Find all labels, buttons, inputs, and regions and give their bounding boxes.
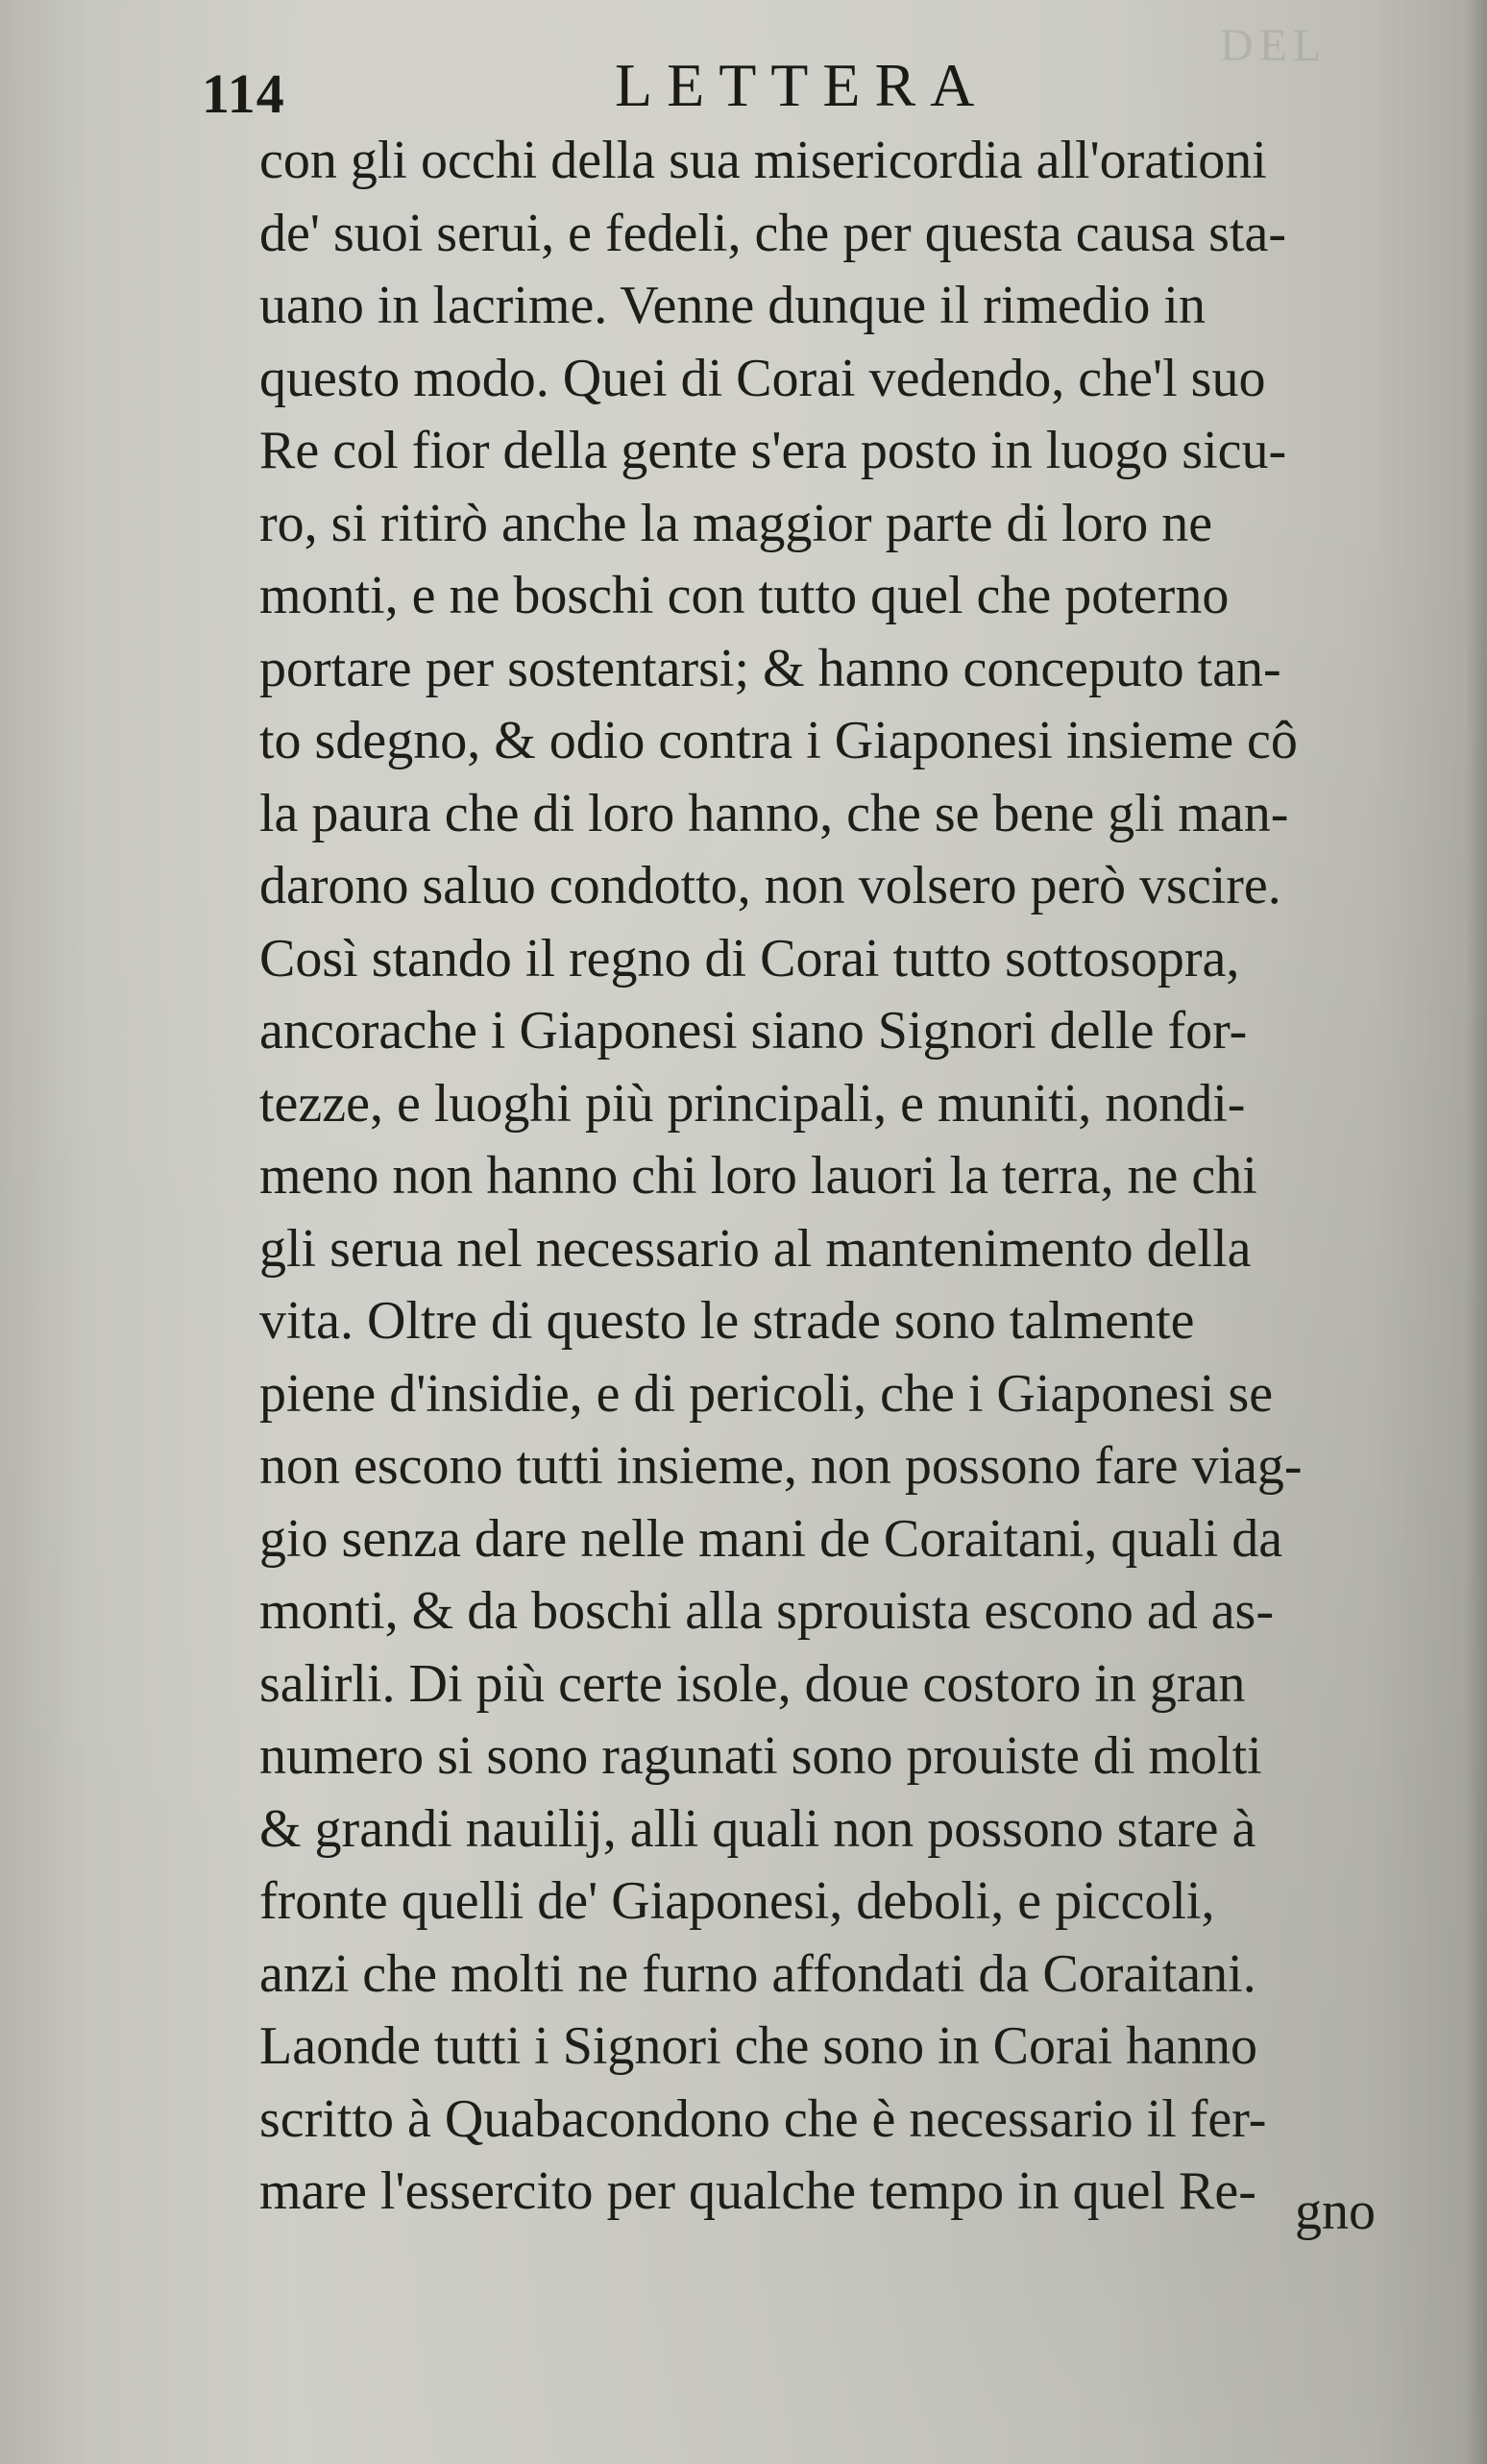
text-line: Laonde tutti i Signori che sono in Corai hanno [259,2016,1257,2076]
text-line: gio senza dare nelle mani de Coraitani, quali da [259,1508,1283,1569]
text-line: scritto à Quabacondono che è necessario il fer- [259,2088,1267,2149]
running-head [202,40,1162,127]
text-line: piene d'insidie, e di pericoli, che i Giaponesi se [259,1363,1274,1424]
facing-page-bleed-through: DEL [1220,20,1328,71]
text-line: la paura che di loro hanno, che se bene gli man- [259,783,1289,843]
text-line: monti, e ne boschi con tutto quel che poterno [259,566,1230,625]
text-line: Così stando il regno di Corai tutto sottosopra, [259,928,1240,988]
text-line: non escono tutti insieme, non possono fare viag- [259,1436,1303,1496]
catchword: gno [1295,2182,1376,2241]
text-line: mare l'essercito per qualche tempo in quel Re- [259,2161,1256,2221]
text-line: & grandi nauilij, alli quali non possono stare à [259,1798,1256,1859]
text-line: gli serua nel necessario al mantenimento della [259,1218,1252,1279]
text-line: anzi che molti ne furno affondati da Coraitani. [259,1943,1256,2004]
running-title: LETTERA [615,51,989,119]
text-line: Re col fior della gente s'era posto in luogo sicu- [259,421,1287,480]
text-line: questo modo. Quei di Corai vedendo, che'l suo [259,348,1266,408]
page-number: 114 [202,62,285,125]
text-line: de' suoi serui, e fedeli, che per questa causa sta- [259,203,1286,263]
text-line: con gli occhi della sua misericordia all'orationi [259,131,1267,190]
body-text [259,125,1470,2229]
text-line: darono saluo condotto, non volsero però vscire. [259,856,1281,915]
text-line: numero si sono ragunati sono prouiste di molti [259,1726,1262,1786]
text-line: salirli. Di più certe isole, doue costoro in gran [259,1653,1246,1714]
text-line: uano in lacrime. Venne dunque il rimedio in [259,276,1206,335]
text-line: portare per sostentarsi; & hanno conceputo tan- [259,638,1281,698]
text-line: ancorache i Giaponesi siano Signori delle for- [259,1001,1248,1061]
text-line: tezze, e luoghi più principali, e muniti, nondi- [259,1073,1246,1134]
text-line: ro, si ritirò anche la maggior parte di loro ne [259,493,1213,553]
text-line: vita. Oltre di questo le strade sono talmente [259,1291,1195,1351]
text-line: meno non hanno chi loro lauori la terra, ne chi [259,1146,1257,1206]
text-line: fronte quelli de' Giaponesi, deboli, e piccoli, [259,1871,1215,1931]
text-line: monti, & da boschi alla sprouista escono ad as- [259,1581,1274,1641]
text-line: to sdegno, & odio contra i Giaponesi insieme cô [259,711,1298,770]
